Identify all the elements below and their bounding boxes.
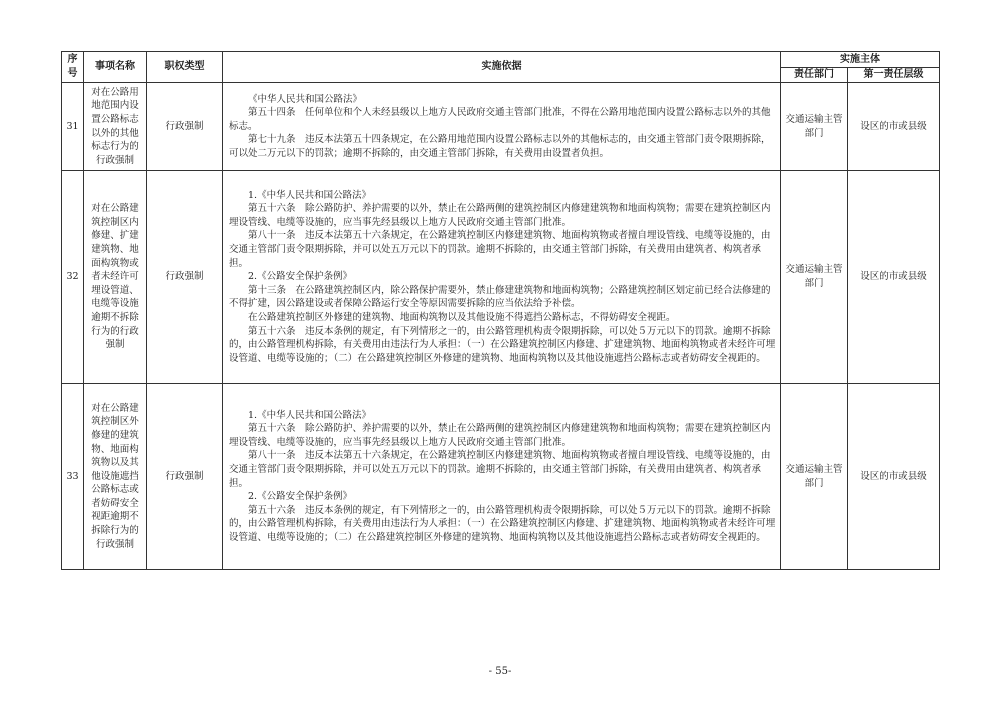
authority-table xyxy=(61,51,940,570)
basis-paragraph: 第五十六条 除公路防护、养护需要的以外，禁止在公路两侧的建筑控制区内修建建筑物和地面构筑物；需要在建筑控制区内埋设管线、电缆等设施的，应当事先经县级以上地方人民政府交通主管部门批准。 xyxy=(229,423,771,448)
row-basis xyxy=(223,83,781,171)
page-number: - 55- xyxy=(488,666,512,677)
row-dept: 交通运输主管部门 xyxy=(781,83,848,171)
header-seq: 序号 xyxy=(62,52,84,83)
row-type: 行政强制 xyxy=(147,171,223,384)
row-name: 对在公路用地范围内设置公路标志以外的其他标志行为的行政强制 xyxy=(84,83,147,171)
basis-paragraph: 第五十六条 违反本条例的规定，有下列情形之一的，由公路管理机构责令限期拆除，可以处５万元以下的罚款。逾期不拆除的，由公路管理机构拆除，有关费用由违法行为人承担：（一）在公路建筑控制区内修建、扩建建筑物、地面构筑物或者未经许可埋设管道、电缆等设施的；（二）在公路建筑控制区外修建的建筑物、地面构筑物以及其他设施遮挡公路标志或者妨碍安全视距的。 xyxy=(229,325,776,364)
basis-paragraph: 第八十一条 违反本法第五十六条规定，在公路建筑控制区内修建建筑物、地面构筑物或者擅自埋设管线、电缆等设施的，由交通主管部门责令限期拆除，并可以处五万元以下的罚款。逾期不拆除的，由交通主管部门拆除，有关费用由建筑者、构筑者承担。 xyxy=(229,450,771,489)
table-row xyxy=(62,171,940,384)
row-seq: 31 xyxy=(62,83,84,171)
basis-paragraph: 《中华人民共和国公路法》 xyxy=(248,93,363,105)
row-seq: 33 xyxy=(62,384,84,570)
basis-paragraph: 第五十四条 任何单位和个人未经县级以上地方人民政府交通主管部门批准，不得在公路用地范围内设置公路标志以外的其他标志。 xyxy=(229,107,771,132)
basis-paragraph: 2.《公路安全保护条例》 xyxy=(248,491,353,503)
table-row xyxy=(62,384,940,570)
basis-paragraph: 第五十六条 除公路防护、养护需要的以外，禁止在公路两侧的建筑控制区内修建建筑物和地面构筑物；需要在建筑控制区内埋设管线、电缆等设施的，应当事先经县级以上地方人民政府交通主管部门批准。 xyxy=(229,203,771,228)
basis-paragraph: 1.《中华人民共和国公路法》 xyxy=(248,409,372,421)
row-dept: 交通运输主管部门 xyxy=(781,171,848,384)
row-basis xyxy=(223,171,781,384)
row-basis xyxy=(223,384,781,570)
header-name: 事项名称 xyxy=(84,52,147,83)
basis-paragraph: 第七十九条 违反本法第五十四条规定，在公路用地范围内设置公路标志以外的其他标志的，由交通主管部门责令限期拆除，可以处二万元以下的罚款；逾期不拆除的，由交通主管部门拆除，有关费用由设置者负担。 xyxy=(229,134,771,159)
table-row xyxy=(62,83,940,171)
header-subject: 实施主体 xyxy=(781,52,940,68)
header-dept: 责任部门 xyxy=(781,68,848,83)
row-level: 设区的市或县级 xyxy=(848,384,940,570)
basis-paragraph: 在公路建筑控制区外修建的建筑物、地面构筑物以及其他设施不得遮挡公路标志，不得妨碍安全视距。 xyxy=(248,311,676,323)
row-name: 对在公路建筑控制区外修建的建筑物、地面构筑物以及其他设施遮挡公路标志或者妨碍安全视距逾期不拆除行为的行政强制 xyxy=(84,384,147,570)
basis-paragraph: 第八十一条 违反本法第五十六条规定，在公路建筑控制区内修建建筑物、地面构筑物或者擅自埋设管线、电缆等设施的，由交通主管部门责令限期拆除，并可以处五万元以下的罚款。逾期不拆除的，由交通主管部门拆除，有关费用由建筑者、构筑者承担。 xyxy=(229,230,771,269)
row-name: 对在公路建筑控制区内修建、扩建建筑物、地面构筑物或者未经许可埋设管道、电缆等设施逾期不拆除行为的行政强制 xyxy=(84,171,147,384)
header-level: 第一责任层级 xyxy=(848,68,940,83)
row-seq: 32 xyxy=(62,171,84,384)
basis-paragraph: 第十三条 在公路建筑控制区内，除公路保护需要外，禁止修建建筑物和地面构筑物；公路建筑控制区划定前已经合法修建的不得扩建，因公路建设或者保障公路运行安全等原因需要拆除的应当依法给予补偿。 xyxy=(229,284,771,310)
row-dept: 交通运输主管部门 xyxy=(781,384,848,570)
header-type: 职权类型 xyxy=(147,52,223,83)
row-type: 行政强制 xyxy=(147,83,223,171)
basis-paragraph: 2.《公路安全保护条例》 xyxy=(248,271,353,283)
header-basis: 实施依据 xyxy=(223,52,781,83)
row-level: 设区的市或县级 xyxy=(848,171,940,384)
basis-paragraph: 1.《中华人民共和国公路法》 xyxy=(248,189,372,201)
row-level: 设区的市或县级 xyxy=(848,83,940,171)
row-type: 行政强制 xyxy=(147,384,223,570)
basis-paragraph: 第五十六条 违反本条例的规定，有下列情形之一的，由公路管理机构责令限期拆除，可以处５万元以下的罚款。逾期不拆除的，由公路管理机构拆除，有关费用由违法行为人承担：（一）在公路建筑控制区内修建、扩建建筑物、地面构筑物或者未经许可埋设管道、电缆等设施的；（二）在公路建筑控制区外修建的建筑物、地面构筑物以及其他设施遮挡公路标志或者妨碍安全视距的。 xyxy=(229,504,776,543)
